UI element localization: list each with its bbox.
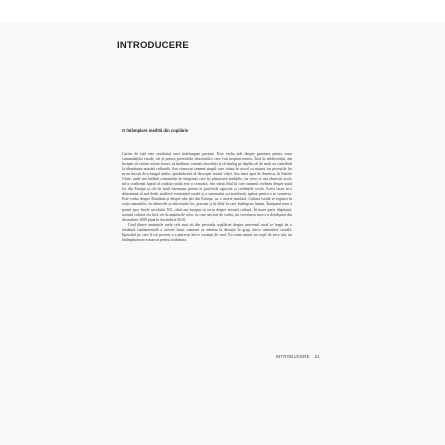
page-number: 21 [314, 354, 320, 359]
page-top-margin [0, 0, 445, 22]
running-title: INTRODUCERE [275, 354, 310, 359]
section-heading: O întâmplare inedită din copilărie [122, 128, 189, 133]
page-footer [240, 354, 320, 359]
chapter-title: INTRODUCERE [117, 40, 189, 51]
body-text [122, 152, 292, 243]
paragraph: Cartea de față este rezultatul unei îndelungate pasiuni. Este vorba atât despre pasiunea pentru zona comunităților rurale, cât și pentru povestirile obiceiurilor care l-au inspirat mereu. Încă în adolescență, am început să vizitez aceste locuri, să întâlnesc oameni deosebiți și să înțeleg pe deplin cât de mult au contribuit la identitatea noastră culturală. Am cunoscut oameni simpli care trăiau în acord cu natura, iar poveștile lor m-au însoțit de-a lungul anilor, ajutându-mă să descopăr sensul vieții. Am mers apoi în America, în Statele Unite, unde am întâlnit comunități de imigranți care își păstraseră tradițiile, iar ceea ce am observat acolo mi-a confirmat faptul că tradiția rurală este o comoară. Am văzut felul în care oamenii vorbeau despre satul lor din Europa și cât de mult însemnau pentru ei practicile agricole și credințele vechi. Acest lucru m-a determinat să mă dedic studierii economiei rurale și a sistemului sociocultural, apărut pentru a se conserva. Este vorba despre România și despre alte țări din Europa, cu o istorie similară. Cultura rurală se regăsea în viața oamenilor, în cântecele și obiceiurile lor, precum și în felul în care înțelegeau lumea. Începutul meu a pornit spre finele secolului XX, când am început să scriu despre această cultură. În mare parte dispărută, această cultură era încă vie în amintirile celor cu care am stat de vorbă, iar cercetarea mea s-a desfășurat din decembrie 2009 până în decembrie 2010. [122, 152, 292, 222]
paragraph: Unul dintre amintirile mele cele mai vii din perioada copilăriei despre universul rural se leagă de o trăsătură fundamentală a acestei lumi: oamenii se adunau la discuții în grup, într-o atmosferă socială. Episodul pe care îl voi povesti s-a petrecut într-o vacanță de vară. Eu eram atunci un copil de zece ani, iar întâmplarea m-a marcat pentru totdeauna. [122, 222, 292, 242]
